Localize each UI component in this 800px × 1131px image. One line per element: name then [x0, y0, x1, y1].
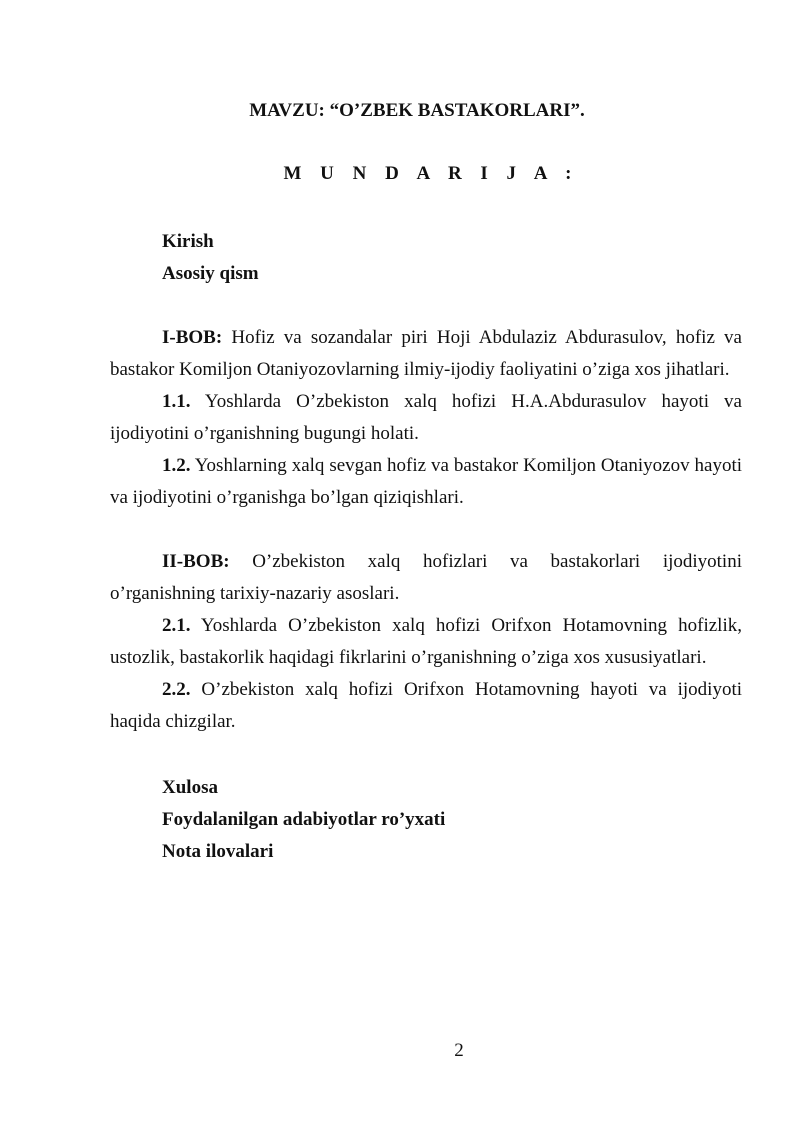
section-1-2	[110, 450, 742, 514]
section-2-2-number: 2.2.	[162, 679, 191, 700]
chapter-1-heading	[110, 322, 742, 386]
section-2-2	[110, 674, 742, 738]
chapter-2-label: II-BOB:	[162, 551, 230, 572]
contents-heading: M U N D A R I J A :	[283, 163, 579, 184]
toc-item-conclusion: Xulosa	[162, 777, 218, 798]
section-2-2-text: O’zbekiston xalq hofizi Orifxon Hotamovning hayoti va ijodiyoti haqida chizgilar.	[110, 679, 742, 732]
chapter-1-label: I-BOB:	[162, 327, 223, 348]
chapter-2-block	[110, 546, 742, 738]
toc-item-references: Foydalanilgan adabiyotlar ro’yxati	[162, 809, 446, 830]
toc-item-main-part: Asosiy qism	[162, 263, 259, 284]
toc-item-appendix: Nota ilovalari	[162, 841, 274, 862]
section-2-1-text: Yoshlarda O’zbekiston xalq hofizi Orifxon Hotamovning hofizlik, ustozlik, bastakorlik haqidagi fikrlarini o’rganishning o’ziga xos xususiyatlari.	[110, 615, 742, 668]
section-1-1-number: 1.1.	[162, 391, 191, 412]
chapter-1-text: Hofiz va sozandalar piri Hoji Abdulaziz Abdurasulov, hofiz va bastakor Komiljon Otaniyozovlarning ilmiy-ijodiy faoliyatini o’ziga xos jihatlari.	[110, 327, 742, 380]
section-1-1	[110, 386, 742, 450]
document-title: MAVZU: “O’ZBEK BASTAKORLARI”.	[249, 100, 585, 121]
section-1-1-text: Yoshlarda O’zbekiston xalq hofizi H.A.Abdurasulov hayoti va ijodiyotini o’rganishning bugungi holati.	[110, 391, 742, 444]
section-1-2-number: 1.2.	[162, 455, 191, 476]
page-number: 2	[454, 1040, 464, 1061]
chapter-1-block	[110, 322, 742, 514]
chapter-2-text: O’zbekiston xalq hofizlari va bastakorlari ijodiyotini o’rganishning tarixiy-nazariy asoslari.	[110, 551, 742, 604]
toc-item-intro: Kirish	[162, 231, 214, 252]
chapter-2-heading	[110, 546, 742, 610]
section-2-1	[110, 610, 742, 674]
section-1-2-text: Yoshlarning xalq sevgan hofiz va bastakor Komiljon Otaniyozov hayoti va ijodiyotini o’rganishga bo’lgan qiziqishlari.	[110, 455, 742, 508]
section-2-1-number: 2.1.	[162, 615, 191, 636]
